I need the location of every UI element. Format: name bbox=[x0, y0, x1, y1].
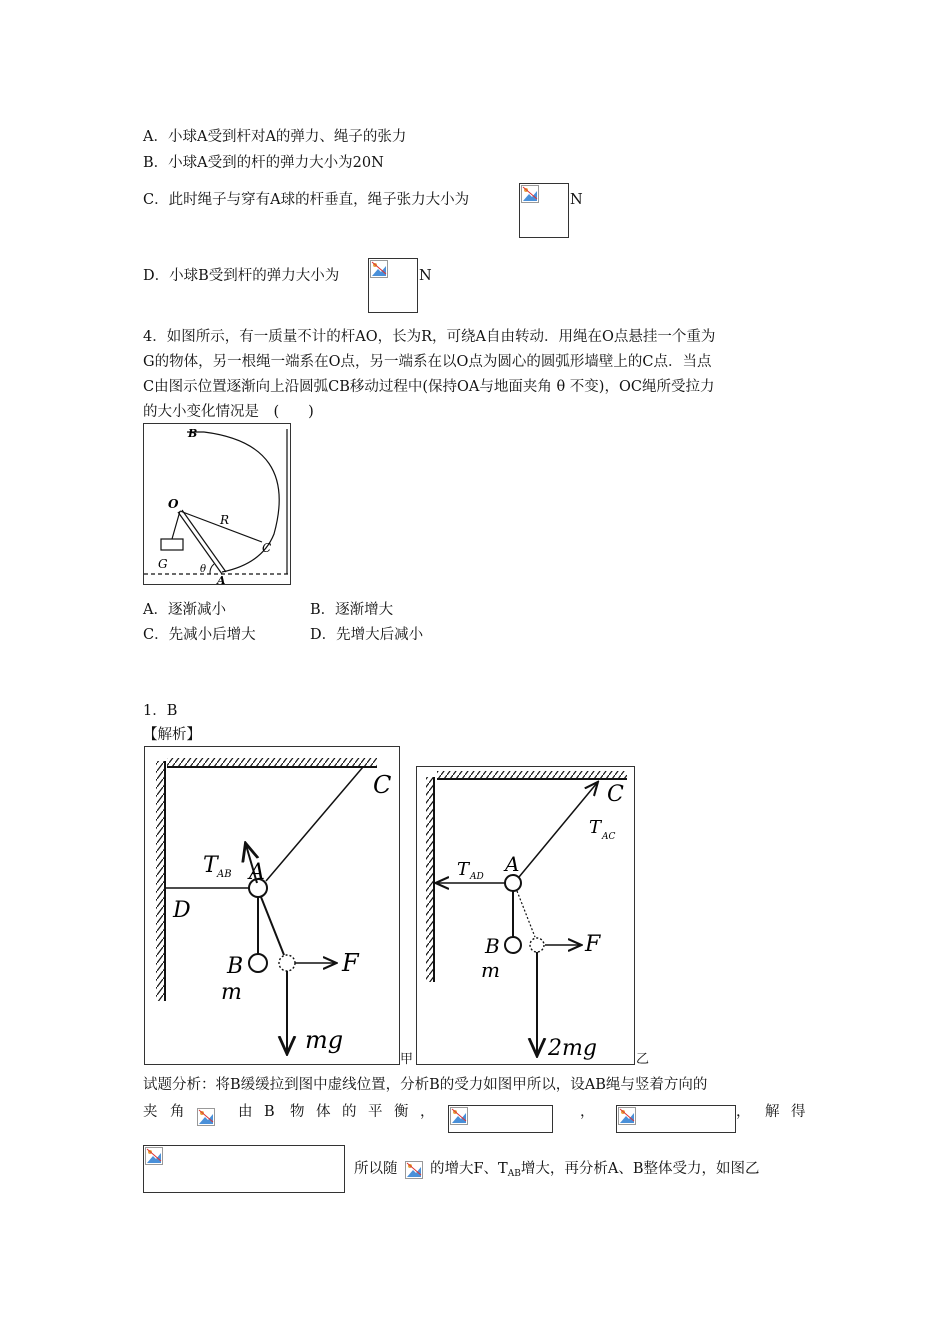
label-c: C bbox=[373, 771, 392, 799]
angle-arc bbox=[210, 564, 214, 574]
figure-jia bbox=[144, 746, 400, 1065]
ball-b-dashed bbox=[530, 938, 544, 952]
formula-image-placeholder bbox=[448, 1105, 553, 1133]
subscript-ab: AB bbox=[507, 1169, 521, 1179]
q3-option-a: A．小球A受到杆对A的弹力、绳子的张力 bbox=[143, 129, 407, 145]
q3-option-b: B．小球A受到的杆的弹力大小为20N bbox=[143, 155, 384, 171]
label-f: F bbox=[342, 949, 359, 977]
q4-stem-line3: C由图示位置逐渐向上沿圆弧CB移动过程中(保持OA与地面夹角 θ 不变)，OC绳所受拉力 bbox=[143, 379, 715, 395]
q4-option-a: A．逐渐减小 bbox=[143, 602, 226, 618]
rope-og bbox=[172, 511, 180, 539]
rope-ab-displaced bbox=[261, 897, 284, 955]
rope-ac bbox=[266, 767, 363, 881]
q3-option-d bbox=[143, 266, 339, 286]
formula-image-placeholder bbox=[368, 258, 418, 313]
formula-image-placeholder bbox=[196, 1107, 218, 1129]
broken-image-icon bbox=[521, 185, 539, 203]
label-b: B bbox=[188, 427, 198, 440]
figure-yi bbox=[416, 766, 635, 1065]
caption-jia: 甲 bbox=[400, 1052, 414, 1067]
rope-ab-dashed bbox=[517, 891, 535, 937]
ceiling-hatch bbox=[437, 771, 627, 779]
ring-a bbox=[505, 875, 521, 891]
analysis-line2-part1 bbox=[143, 1102, 158, 1122]
label-b: B bbox=[227, 954, 244, 979]
char: B bbox=[264, 1104, 275, 1120]
q4-stem-line4: 的大小变化情况是 ( ) bbox=[143, 404, 314, 420]
formula-image-placeholder bbox=[519, 183, 569, 238]
q3-option-c-unit: N bbox=[570, 192, 583, 208]
label-a: A bbox=[217, 574, 226, 584]
char: ， bbox=[736, 1104, 751, 1120]
q4-stem-line1: 4．如图所示，有一质量不计的杆AO，长为R，可绕A自由转动．用绳在O点悬挂一个重为 bbox=[143, 329, 716, 345]
analysis-line1: 试题分析：将B缓缓拉到图中虚线位置，分析B的受力如图甲所以，设AB绳与竖着方向的 bbox=[143, 1077, 708, 1093]
char: 衡 bbox=[394, 1104, 409, 1120]
label-o: O bbox=[168, 497, 179, 511]
q3-option-d-text: D．小球B受到杆的弹力大小为 bbox=[143, 268, 340, 284]
label-a: A bbox=[249, 860, 265, 885]
label-c: C bbox=[262, 541, 272, 555]
label-2mg: 2mg bbox=[548, 1036, 597, 1061]
q4-diagram bbox=[144, 424, 290, 584]
label-b: B bbox=[485, 934, 500, 958]
figure-yi-diagram bbox=[417, 767, 634, 1064]
analysis-tag: 【解析】 bbox=[143, 727, 201, 743]
broken-image-icon bbox=[370, 260, 388, 278]
char: 的 bbox=[342, 1104, 357, 1120]
caption-yi: 乙 bbox=[636, 1052, 650, 1067]
q4-option-b: B．逐渐增大 bbox=[310, 602, 394, 618]
char: 解 bbox=[765, 1104, 780, 1120]
label-t-ad-sub: AD bbox=[470, 872, 484, 882]
q4-option-c: C．先减小后增大 bbox=[143, 627, 256, 643]
broken-image-icon bbox=[618, 1107, 636, 1125]
label-t-ac-sub: AC bbox=[602, 832, 616, 842]
ball-b bbox=[505, 937, 521, 953]
wall-hatch bbox=[426, 777, 434, 982]
q3-option-d-unit: N bbox=[419, 268, 432, 284]
char: ， bbox=[580, 1104, 595, 1120]
char: 体 bbox=[316, 1104, 331, 1120]
char: 得 bbox=[791, 1104, 806, 1120]
q3-option-c-text: C．此时绳子与穿有A球的杆垂直，绳子张力大小为 bbox=[143, 192, 470, 208]
label-theta: θ bbox=[200, 564, 207, 575]
char: ， bbox=[420, 1104, 435, 1120]
weight-g bbox=[161, 539, 183, 550]
label-g: G bbox=[158, 557, 168, 571]
char: 物 bbox=[290, 1104, 305, 1120]
label-r: R bbox=[220, 513, 230, 527]
formula-image-placeholder bbox=[404, 1160, 426, 1182]
label-f: F bbox=[585, 932, 601, 957]
q4-stem-line2: G的物体，另一根绳一端系在O点，另一端系在以O点为圆心的圆弧形墙壁上的C点．当点 bbox=[143, 354, 712, 370]
broken-image-icon bbox=[405, 1161, 423, 1179]
label-t: T bbox=[203, 853, 218, 878]
arrow-t-ac bbox=[519, 783, 597, 877]
answer-number: 1．B bbox=[143, 703, 178, 719]
label-t-ad: T bbox=[457, 859, 470, 880]
figure-jia-diagram bbox=[145, 747, 399, 1064]
broken-image-icon bbox=[145, 1147, 163, 1165]
label-t-sub: AB bbox=[217, 869, 232, 880]
label-d: D bbox=[173, 898, 191, 923]
wall-hatch bbox=[156, 761, 165, 1001]
ball-b-dashed bbox=[279, 955, 295, 971]
q4-figure bbox=[143, 423, 291, 585]
analysis-line3-a: 所以随 bbox=[354, 1161, 398, 1177]
ball-b bbox=[249, 954, 267, 972]
analysis-line3-c-text: 增大，再分析A、B整体受力，如图乙 bbox=[520, 1161, 760, 1177]
char: 由 bbox=[238, 1104, 253, 1120]
label-m: m bbox=[221, 980, 242, 1005]
label-mg: mg bbox=[305, 1026, 344, 1054]
broken-image-icon bbox=[450, 1107, 468, 1125]
q3-option-c bbox=[143, 190, 469, 210]
char: 平 bbox=[368, 1104, 383, 1120]
label-m: m bbox=[481, 958, 500, 982]
label-a: A bbox=[505, 852, 520, 876]
formula-image-placeholder bbox=[143, 1145, 345, 1193]
char: 夹 bbox=[143, 1104, 158, 1120]
char: 角 bbox=[170, 1104, 185, 1120]
analysis-line3-b bbox=[430, 1159, 760, 1184]
ceiling-hatch bbox=[167, 758, 377, 767]
broken-image-icon bbox=[197, 1108, 215, 1126]
q4-option-d: D．先增大后减小 bbox=[310, 627, 424, 643]
analysis-line3-b-text: 的增大F、T bbox=[430, 1161, 508, 1177]
label-t-ac: T bbox=[589, 817, 602, 838]
formula-image-placeholder bbox=[616, 1105, 736, 1133]
label-c: C bbox=[607, 782, 624, 807]
